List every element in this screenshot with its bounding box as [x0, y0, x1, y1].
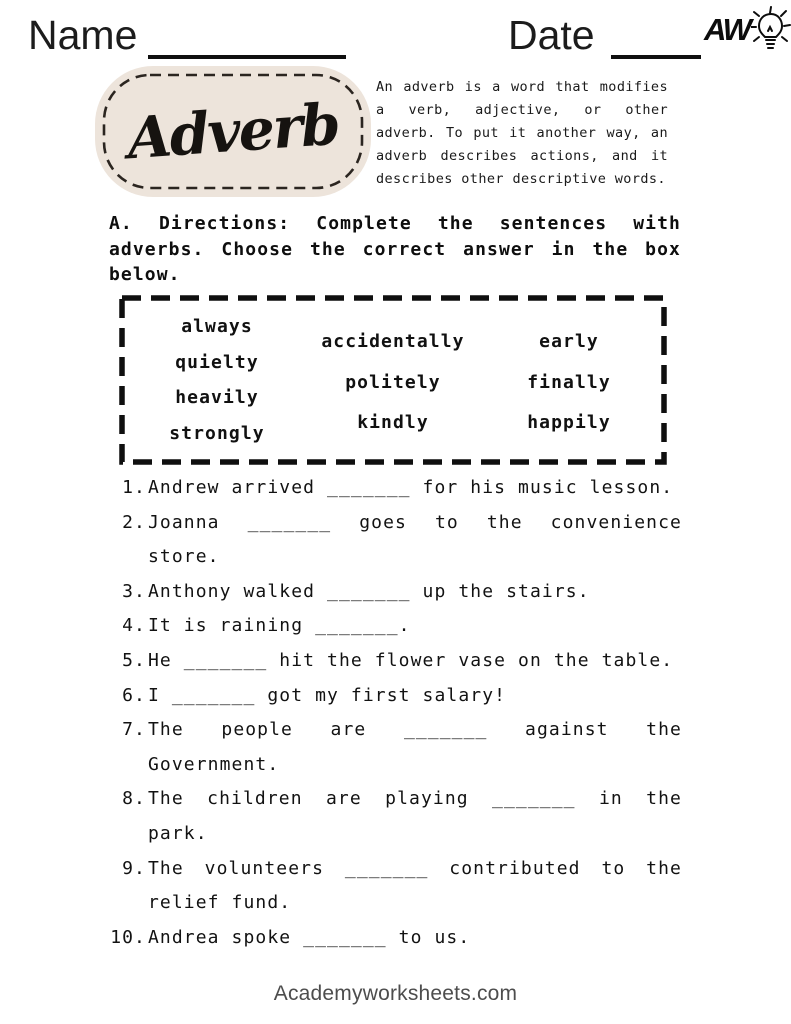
date-label: Date: [508, 12, 595, 58]
sentence-text: He _______ hit the flower vase on the table.: [148, 649, 674, 671]
sentence-item: [110, 782, 682, 851]
sentence-item: [110, 713, 682, 782]
word-bank-word: heavily: [175, 387, 259, 409]
word-bank-word: finally: [527, 371, 611, 393]
word-bank: [119, 295, 667, 465]
logo-text: AW: [704, 12, 750, 47]
sentence-number: 6.: [122, 684, 146, 706]
lightbulb-icon: [751, 6, 791, 60]
word-bank-word: happily: [527, 411, 611, 433]
site-credit: Academyworksheets.com: [273, 982, 518, 1005]
sentence-number: 5.: [122, 649, 146, 671]
date-blank-line: [611, 55, 701, 59]
word-bank-word: strongly: [169, 422, 265, 444]
sentence-item: [110, 679, 682, 714]
word-bank-word: always: [181, 316, 253, 338]
word-bank-column-2: [305, 302, 481, 458]
sentence-number: 2.: [122, 511, 146, 533]
sentence-item: [110, 921, 682, 956]
directions-text: A. Directions: Complete the sentences with adverbs. Choose the correct answer in the box below.: [109, 213, 681, 285]
sentence-text: Andrea spoke _______ to us.: [148, 926, 471, 948]
sentence-text: The volunteers _______ contributed to the relief fund.: [148, 857, 682, 914]
sentence-text: The people are _______ against the Government.: [148, 719, 682, 775]
sentence-text: Anthony walked _______ up the stairs.: [148, 580, 590, 602]
sentence-number: 4.: [122, 615, 146, 637]
sentence-number: 1.: [122, 477, 146, 498]
sentence-item: [110, 852, 682, 921]
name-blank-line: [148, 55, 346, 59]
sentence-number: 3.: [122, 580, 146, 602]
word-bank-word: early: [539, 331, 599, 353]
sentence-text: I _______ got my first salary!: [148, 684, 507, 706]
word-bank-column-3: [481, 302, 657, 458]
sentence-text: It is raining _______.: [148, 615, 411, 637]
name-label: Name: [28, 12, 138, 58]
sentence-text: Joanna _______ goes to the convenience store.: [148, 511, 682, 568]
sentence-item: [110, 575, 682, 610]
sentence-number: 9.: [122, 857, 146, 879]
sentence-text: The children are playing _______ in the park.: [148, 788, 682, 844]
sentence-item: [110, 471, 682, 506]
adverb-definition: An adverb is a word that modifies a verb, adjective, or other adverb. To put it another way, an adverb describes actions, and it describes other descriptive words.: [376, 79, 668, 187]
academy-worksheets-logo: [704, 12, 791, 60]
worksheet-title: Adverb: [125, 90, 341, 173]
adverb-title-badge: [95, 66, 371, 197]
word-bank-word: quielty: [175, 351, 259, 373]
word-bank-word: accidentally: [321, 331, 465, 353]
sentence-number: 8.: [122, 788, 146, 810]
sentence-number: 10.: [110, 926, 146, 948]
sentence-item: [110, 506, 682, 575]
word-bank-word: kindly: [357, 411, 429, 433]
sentence-item: [110, 609, 682, 644]
sentence-list: [110, 471, 682, 955]
word-bank-word: politely: [345, 371, 441, 393]
sentence-text: Andrew arrived _______ for his music lesson.: [148, 477, 674, 498]
sentence-number: 7.: [122, 719, 146, 741]
word-bank-column-1: [129, 302, 305, 458]
sentence-item: [110, 644, 682, 679]
